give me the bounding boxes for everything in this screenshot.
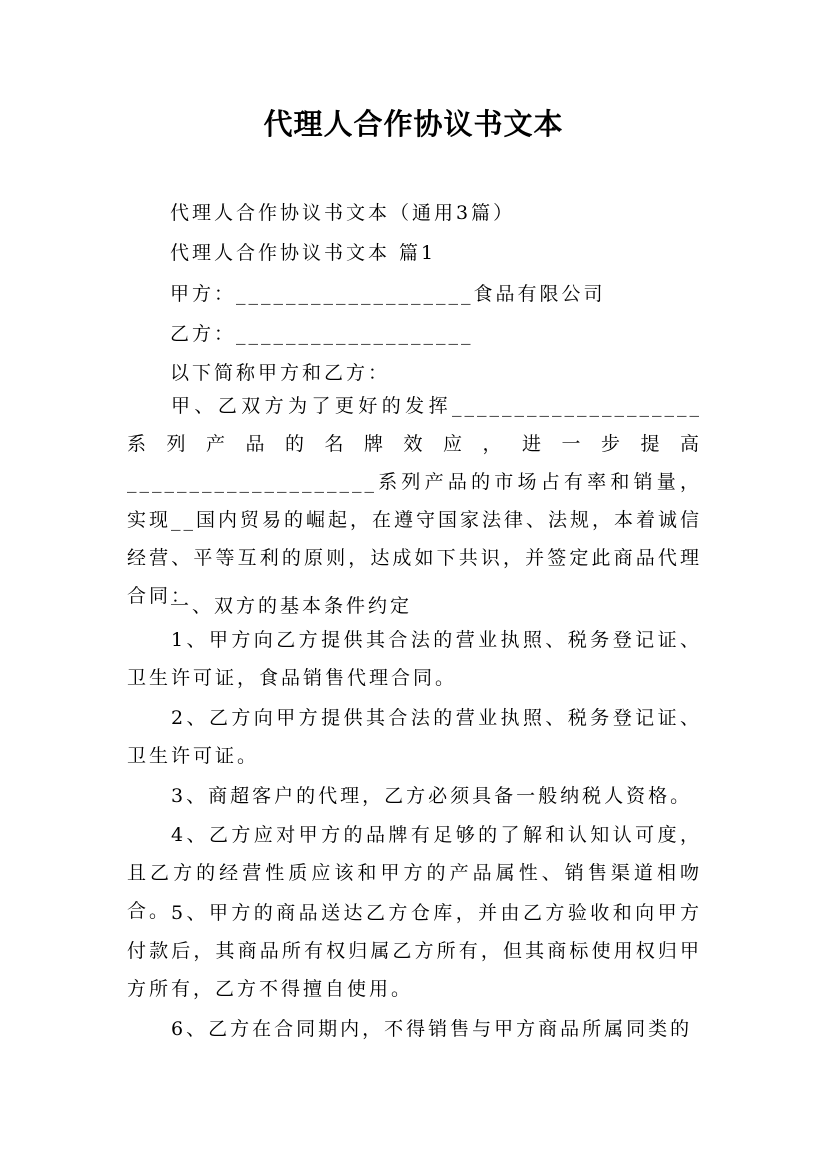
- clause-item-6: 6、乙方在合同期内，不得销售与甲方商品所属同类的: [171, 1018, 693, 1040]
- subtitle: 代理人合作协议书文本（通用3篇）: [170, 202, 516, 224]
- clause-item-4: 4、乙方应对甲方的品牌有足够的了解和认知认可度，且乙方的经营性质应该和甲方的产品属性、销售渠道相吻合。: [127, 824, 702, 922]
- clause-item-5: 5、甲方的商品送达乙方仓库，并由乙方验收和向甲方付款后，其商品所有权归属乙方所有，但其商标使用权归甲方所有，乙方不得擅自使用。: [127, 902, 702, 1000]
- document-title: 代理人合作协议书文本: [263, 107, 564, 141]
- clause-item-1: 1、甲方向乙方提供其合法的营业执照、税务登记证、卫生许可证，食品销售代理合同。: [127, 629, 702, 689]
- party-b-line: 乙方：___________________: [170, 323, 474, 345]
- clause-heading: 一、双方的基本条件约定: [170, 595, 413, 617]
- section-heading: 代理人合作协议书文本 篇1: [170, 242, 437, 264]
- party-a-line: 甲方：___________________食品有限公司: [170, 283, 606, 305]
- intro-paragraph: 甲、乙双方为了更好的发挥____________________系列产品的名牌效应，进一步提高____________________系列产品的市场占有率和销量，实现__国内贸易的崛起，在遵守国家法律、法规，本着诚信经营、平等互利的原则，达成如下共识，并签定此商品代理合同：: [127, 395, 703, 607]
- clause-item-3: 3、商超客户的代理，乙方必须具备一般纳税人资格。: [171, 785, 693, 807]
- clause-item-2: 2、乙方向甲方提供其合法的营业执照、税务登记证、卫生许可证。: [127, 707, 702, 767]
- abbreviation-line: 以下简称甲方和乙方：: [170, 362, 391, 384]
